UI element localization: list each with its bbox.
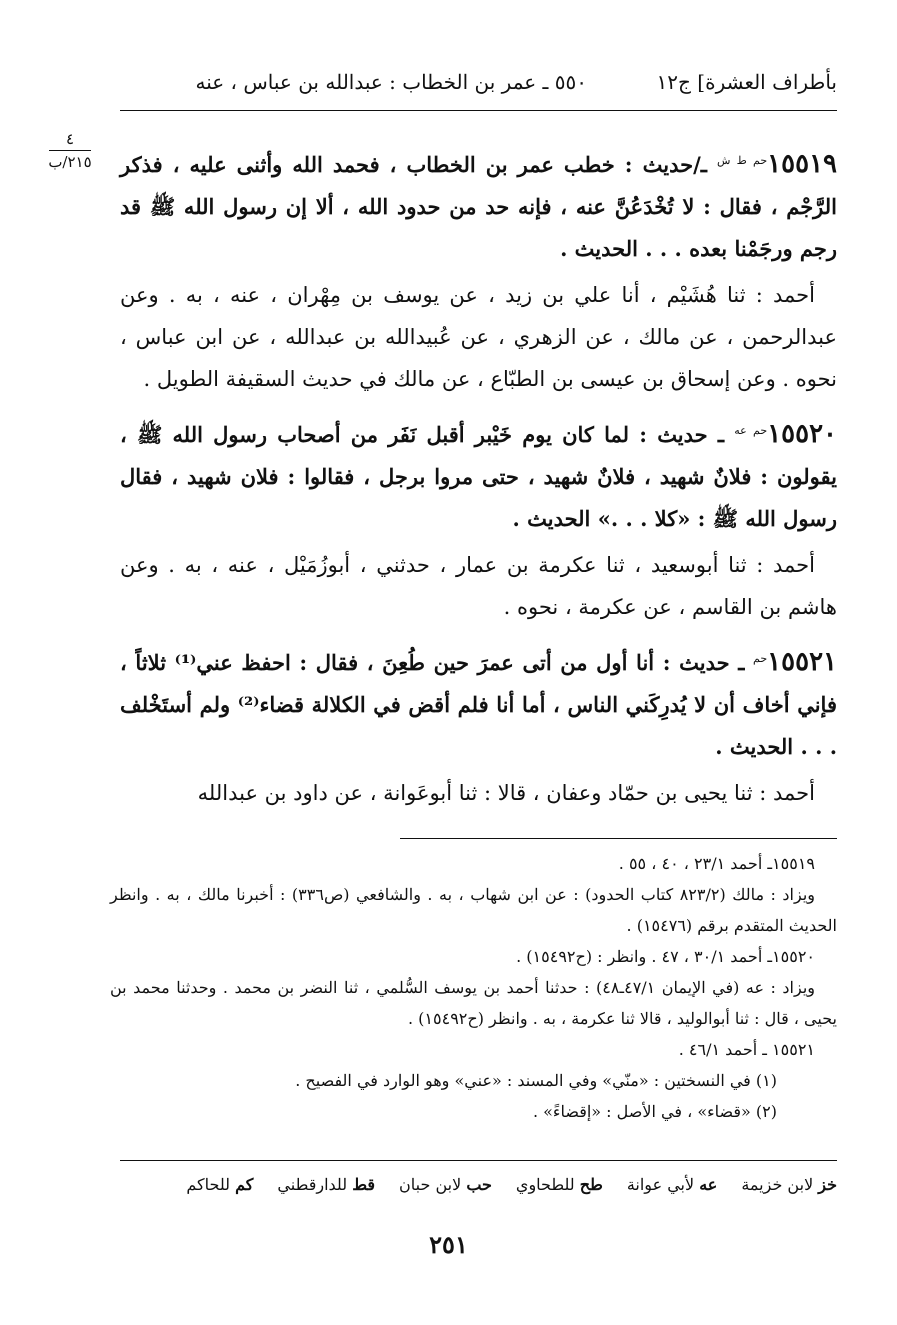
footnote-note: (١) في النسختين : «منّي» وفي المسند : «عني» وهو الوارد في الفصيح .: [295, 1071, 777, 1090]
footnote-line: ١٥٥٢١ ـ أحمد ٤٦/١ .: [678, 1040, 815, 1059]
isnad-chain: أحمد : ثنا أبوسعيد ، ثنا عكرمة بن عمار ، حدثني ، أبوزُمَيْل ، عنه ، به . وعن هاشم بن القاسم ، عن عكرمة ، نحوه .: [120, 553, 837, 619]
header-rule: [120, 110, 837, 111]
isnad-chain: أحمد : ثنا يحيى بن حمّاد وعفان ، قالا : ثنا أبوعَوانة ، عن داود بن عبدالله: [197, 781, 815, 805]
footnote-line: ١٥٥٢٠ـ أحمد ٣٠/١ ، ٤٧ . وانظر : (ح١٥٤٩٢) .: [516, 947, 815, 966]
hadith-text: [120, 410, 837, 540]
margin-note-ref: ٢١٥/ب: [48, 153, 92, 171]
footnote-rule: [400, 838, 837, 839]
isnad-chain: أحمد : ثنا هُشَيْم ، أنا علي بن زيد ، عن يوسف بن مِهْران ، عنه ، به . وعن عبدالرحمن ، عن مالك ، عن الزهري ، عن عُبيدالله بن عبدالله ، عن ابن عباس ، نحوه . وعن إسحاق بن عيسى بن الطبّاع ، عن مالك في حديث السقيفة الطويل .: [120, 283, 837, 391]
hadith-number: ١٥٥٢١: [767, 647, 837, 677]
abbreviation: عه لأبي عوانة: [626, 1175, 718, 1194]
abbreviation: قط للدارقطني: [277, 1175, 376, 1194]
hadith-sigla: حم: [753, 652, 768, 665]
page-header: [120, 70, 837, 104]
margin-note-number: ٤: [65, 130, 75, 148]
hadith-number: ١٥٥١٩: [767, 149, 837, 179]
footnote-line: ويزاد : مالك (٨٢٣/٢ كتاب الحدود) : عن ابن شهاب ، به . والشافعي (ص٣٣٦) : أخبرنا مالك ، به . وانظر الحديث المتقدم برقم (١٥٤٧٦) .: [110, 885, 837, 935]
abbreviation: حب لابن حبان: [399, 1175, 492, 1194]
main-text: [120, 140, 837, 824]
abbreviation: خز لابن خزيمة: [741, 1175, 837, 1194]
section-title: ٥٥٠ ـ عمر بن الخطاب : عبدالله بن عباس ، عنه: [195, 70, 587, 94]
hadith-number: ١٥٥٢٠: [767, 419, 838, 449]
abbreviation: كم للحاكم: [186, 1175, 254, 1194]
hadith-entry: [120, 638, 837, 814]
abbreviations-key: [120, 1175, 837, 1194]
hadith-sigla: حم عه: [734, 424, 768, 437]
hadith-text: [120, 638, 837, 768]
hadith-text: [120, 140, 837, 270]
footnote-line: ١٥٥١٩ـ أحمد ٢٣/١ ، ٤٠ ، ٥٥ .: [618, 854, 815, 873]
hadith-entry: [120, 140, 837, 400]
page-number: ٢٥١: [429, 1230, 468, 1259]
hadith-body: ـ حديث : أنا أول من أتى عمرَ حين طُعِنَ ، فقال : احفظ عني⁽¹⁾ ثلاثاً ، فإني أخاف أن لا يُدرِكَني الناس ، أما أنا فلم أقض في الكلالة قضاء⁽²⁾ ولم أستَخْلف . . . الحديث .: [120, 650, 837, 759]
hadith-body: ـ/حديث : خطب عمر بن الخطاب ، فحمد الله وأثنى عليه ، فذكر الرَّجْم ، فقال : لا تُخْدَعُنَّ عنه ، فإنه حد من حدود الله ، ألا إن رسول الله ﷺ قد رجم ورجَمْنا بعده . . . الحديث .: [120, 152, 837, 261]
footnote-note: (٢) «قضاء» ، في الأصل : «إقضاءً» .: [532, 1102, 777, 1121]
abbreviation: طح للطحاوي: [515, 1175, 603, 1194]
running-title: بأطراف العشرة] ج١٢: [656, 70, 837, 94]
footnotes: [110, 848, 837, 1127]
hadith-entry: [120, 410, 837, 628]
hadith-body: ـ حديث : لما كان يوم خَيْبر أقبل نَفَر من أصحاب رسول الله ﷺ ، يقولون : فلانٌ شهيد ، فلانٌ شهيد ، حتى مروا برجل ، فقالوا : فلان شهيد ، فقال رسول الله ﷺ : «كلا . . .» الحديث .: [120, 422, 837, 531]
footnote-line: ويزاد : عه (في الإيمان ٤٧/١ـ٤٨) : حدثنا أحمد بن يوسف السُّلمي ، ثنا النضر بن محمد . وحدثنا محمد بن يحيى ، قال : ثنا أبوالوليد ، قالا ثنا عكرمة ، به . وانظر (ح١٥٤٩٢) .: [110, 978, 837, 1028]
margin-note: [40, 130, 100, 171]
abbreviations-rule: [120, 1160, 837, 1161]
hadith-sigla: حم ط ش: [716, 154, 768, 167]
margin-note-divider: [49, 150, 91, 151]
